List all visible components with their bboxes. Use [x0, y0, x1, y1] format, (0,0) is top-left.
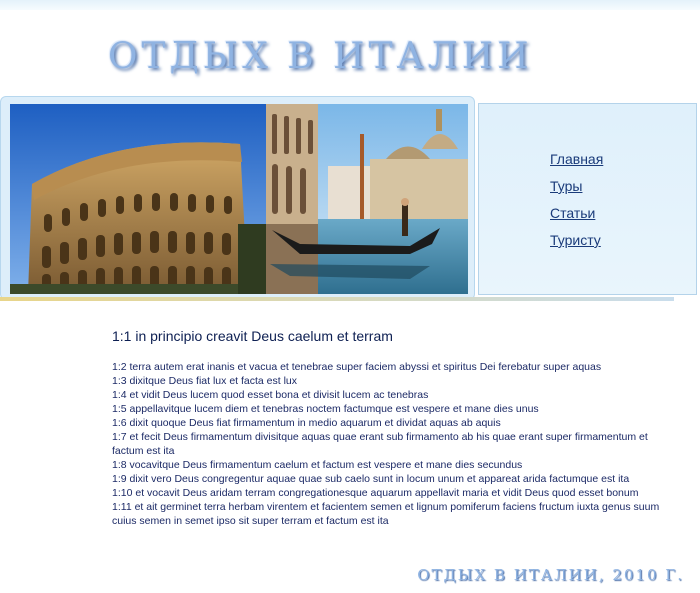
nav-item-articles	[550, 205, 603, 222]
colosseum-photo	[10, 104, 266, 294]
nav-item-tours	[550, 178, 603, 195]
verse: 1:2 terra autem erat inanis et vacua et tenebrae super faciem abyssi et spiritus Dei ferebatur super aquas	[112, 361, 602, 373]
verse: 1:6 dixit quoque Deus fiat firmamentum in medio aquarum et dividat aquas ab aquis	[112, 417, 501, 429]
nav-item-tourist	[550, 232, 603, 249]
verse: 1:8 vocavitque Deus firmamentum caelum et factum est vespere et mane dies secundus	[112, 459, 523, 471]
header-divider	[0, 297, 674, 301]
nav-link-tourist[interactable]: Туристу	[550, 232, 601, 248]
nav-link-tours[interactable]: Туры	[550, 178, 583, 194]
top-strip	[0, 0, 700, 10]
main-content	[112, 327, 667, 528]
footer-text: ОТДЫХ В ИТАЛИИ, 2010 Г.	[417, 566, 684, 584]
verse: 1:9 dixit vero Deus congregentur aquae quae sub caelo sunt in locum unum et appareat arida factumque est ita	[112, 473, 630, 485]
verse: 1:5 appellavitque lucem diem et tenebras noctem factumque est vespere et mane dies unus	[112, 403, 539, 415]
verse: 1:10 et vocavit Deus aridam terram congregationesque aquarum appellavit maria et vidit Deus quod esset bonum	[112, 487, 639, 499]
verse: 1:11 et ait germinet terra herbam virentem et facientem semen et lignum pomiferum faciens fructum iuxta genus suum cuius semen in semet ipso sit super terram et factum est ita	[112, 501, 660, 527]
nav-link-articles[interactable]: Статьи	[550, 205, 596, 221]
header-photo-collage	[10, 104, 468, 294]
verse: 1:3 dixitque Deus fiat lux et facta est lux	[112, 375, 298, 387]
main-nav	[478, 103, 697, 295]
site-logo[interactable]: ОТДЫХ В ИТАЛИИ	[108, 36, 533, 77]
verse-list	[112, 360, 667, 528]
verse: 1:4 et vidit Deus lucem quod esset bona et divisit lucem ac tenebras	[112, 389, 429, 401]
page-heading: 1:1 in principio creavit Deus caelum et terram	[112, 328, 393, 344]
nav-link-home[interactable]: Главная	[550, 151, 604, 167]
nav-item-home	[550, 151, 603, 168]
verse: 1:7 et fecit Deus firmamentum divisitque aquas quae erant sub firmamento ab his quae erant super firmamentum et factum est ita	[112, 431, 648, 457]
